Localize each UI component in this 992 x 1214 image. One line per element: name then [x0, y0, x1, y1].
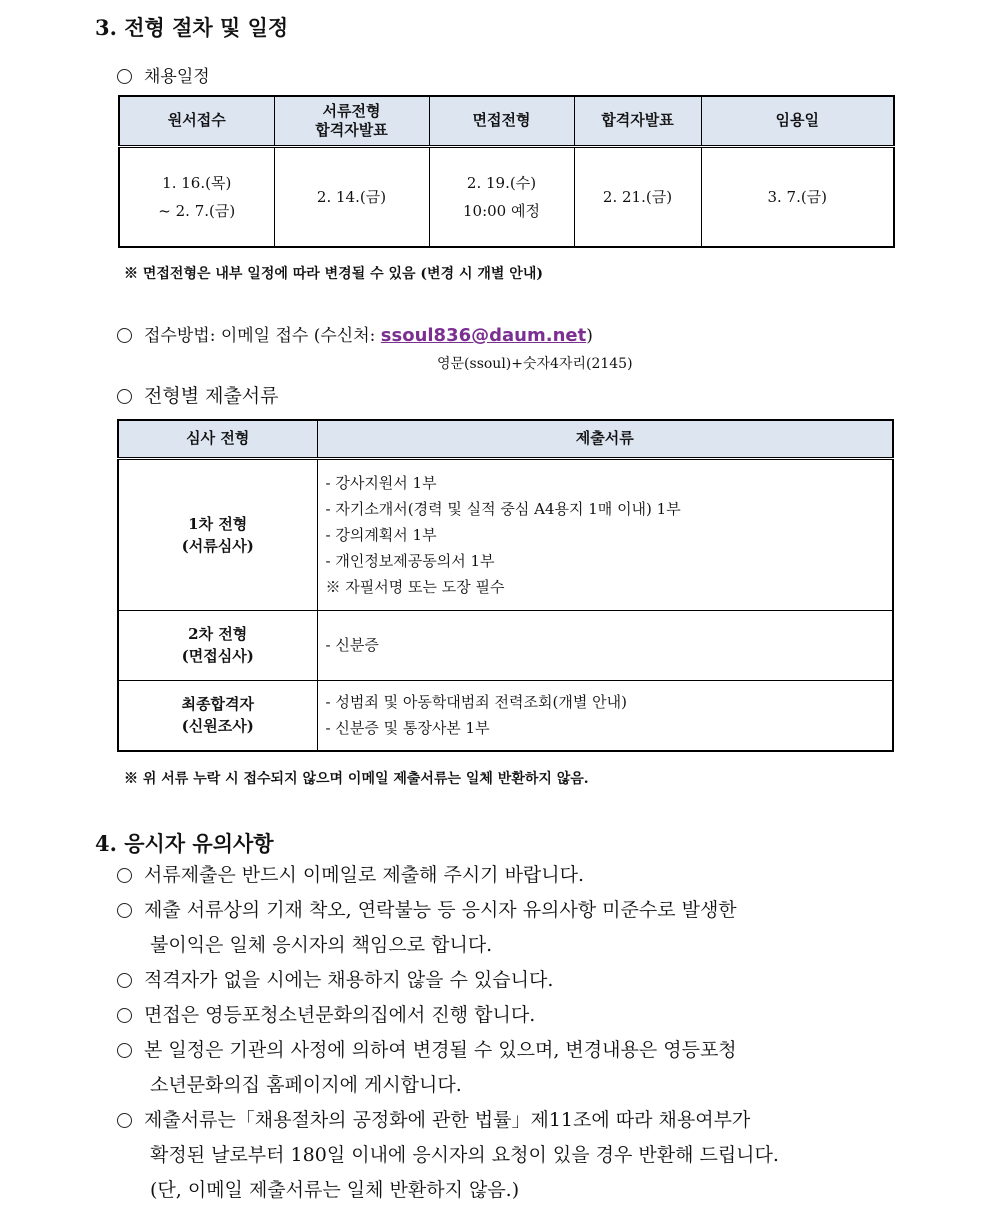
email-hint: 영문(ssoul)+숫자4자리(2145): [437, 356, 633, 372]
docs-note: ※ 위 서류 누락 시 접수되지 않으며 이메일 제출서류는 일체 반환하지 않음.: [124, 771, 589, 787]
circle-bullet-icon: [117, 389, 132, 404]
stage1-docs: [317, 458, 893, 610]
docs-table: [117, 419, 894, 752]
value-doc-result: 2. 14.(금): [274, 146, 429, 247]
circle-bullet-icon: [117, 328, 132, 343]
value-apply: 1. 16.(목) ~ 2. 7.(금): [119, 146, 274, 247]
doc-item: - 개인정보제공동의서 1부: [325, 551, 495, 570]
stage3-docs: [317, 680, 893, 751]
header-docs: 제출서류: [317, 420, 893, 458]
notice-list: [117, 858, 917, 1208]
stage2-docs: [317, 610, 893, 680]
schedule-label-text: 채용일정: [144, 67, 210, 87]
schedule-table: [118, 95, 895, 248]
notice-item: 제출서류는「채용절차의 공정화에 관한 법률」제11조에 따라 채용여부가 확정된 날로부터 180일 이내에 응시자의 요청이 있을 경우 반환해 드립니다. (단, 이메일 제출서류는 일체 반환하지 않음.): [117, 1103, 917, 1208]
value-final-result: 2. 21.(금): [574, 146, 701, 247]
doc-item: - 강의계획서 1부: [325, 525, 437, 544]
circle-bullet-icon: [117, 69, 132, 84]
header-interview: 면접전형: [429, 96, 574, 146]
docs-label: [117, 381, 279, 408]
value-appointment: 3. 7.(금): [701, 146, 894, 247]
doc-item: - 강사지원서 1부: [325, 473, 437, 492]
circle-bullet-icon: [117, 1043, 132, 1058]
stage3-name: 최종합격자 (신원조사): [118, 680, 317, 751]
doc-item: - 신분증 및 통장사본 1부: [325, 719, 490, 738]
stage2-name: 2차 전형 (면접심사): [118, 610, 317, 680]
docs-header-row: [118, 420, 893, 458]
notice-item: 적격자가 없을 시에는 채용하지 않을 수 있습니다.: [117, 963, 917, 998]
header-final-result: 합격자발표: [574, 96, 701, 146]
schedule-value-row: [119, 146, 894, 247]
docs-row-stage3: [118, 680, 893, 751]
stage1-name: 1차 전형 (서류심사): [118, 458, 317, 610]
docs-label-text: 전형별 제출서류: [144, 385, 279, 407]
header-stage: 심사 전형: [118, 420, 317, 458]
notice-item: 본 일정은 기관의 사정에 의하여 변경될 수 있으며, 변경내용은 영등포청 소년문화의집 홈페이지에 게시합니다.: [117, 1033, 917, 1103]
schedule-note: ※ 면접전형은 내부 일정에 따라 변경될 수 있음 (변경 시 개별 안내): [124, 266, 543, 282]
section3-title: 3. 전형 절차 및 일정: [95, 15, 289, 40]
header-doc-result: 서류전형 합격자발표: [274, 96, 429, 146]
header-appointment: 임용일: [701, 96, 894, 146]
header-apply: 원서접수: [119, 96, 274, 146]
circle-bullet-icon: [117, 1113, 132, 1128]
circle-bullet-icon: [117, 868, 132, 883]
docs-row-stage2: [118, 610, 893, 680]
doc-item: ※ 자필서명 또는 도장 필수: [325, 577, 505, 596]
notice-item: 면접은 영등포청소년문화의집에서 진행 합니다.: [117, 998, 917, 1033]
circle-bullet-icon: [117, 973, 132, 988]
method-text: 접수방법: 이메일 접수 (수신처:: [144, 326, 381, 346]
circle-bullet-icon: [117, 903, 132, 918]
value-interview: 2. 19.(수) 10:00 예정: [429, 146, 574, 247]
docs-row-stage1: [118, 458, 893, 610]
doc-item: - 성범죄 및 아동학대범죄 전력조회(개별 안내): [325, 693, 627, 712]
email-link[interactable]: ssoul836@daum.net: [380, 325, 587, 346]
notice-item: 서류제출은 반드시 이메일로 제출해 주시기 바랍니다.: [117, 858, 917, 893]
section4-title: 4. 응시자 유의사항: [95, 831, 274, 856]
method-line: [117, 321, 593, 346]
circle-bullet-icon: [117, 1008, 132, 1023]
notice-item: 제출 서류상의 기재 착오, 연락불능 등 응시자 유의사항 미준수로 발생한 불이익은 일체 응시자의 책임으로 합니다.: [117, 893, 917, 963]
schedule-header-row: [119, 96, 894, 146]
doc-item: - 자기소개서(경력 및 실적 중심 A4용지 1매 이내) 1부: [325, 499, 681, 518]
doc-item: - 신분증: [325, 636, 379, 654]
schedule-label: [117, 62, 210, 87]
method-suffix: ): [586, 326, 593, 346]
